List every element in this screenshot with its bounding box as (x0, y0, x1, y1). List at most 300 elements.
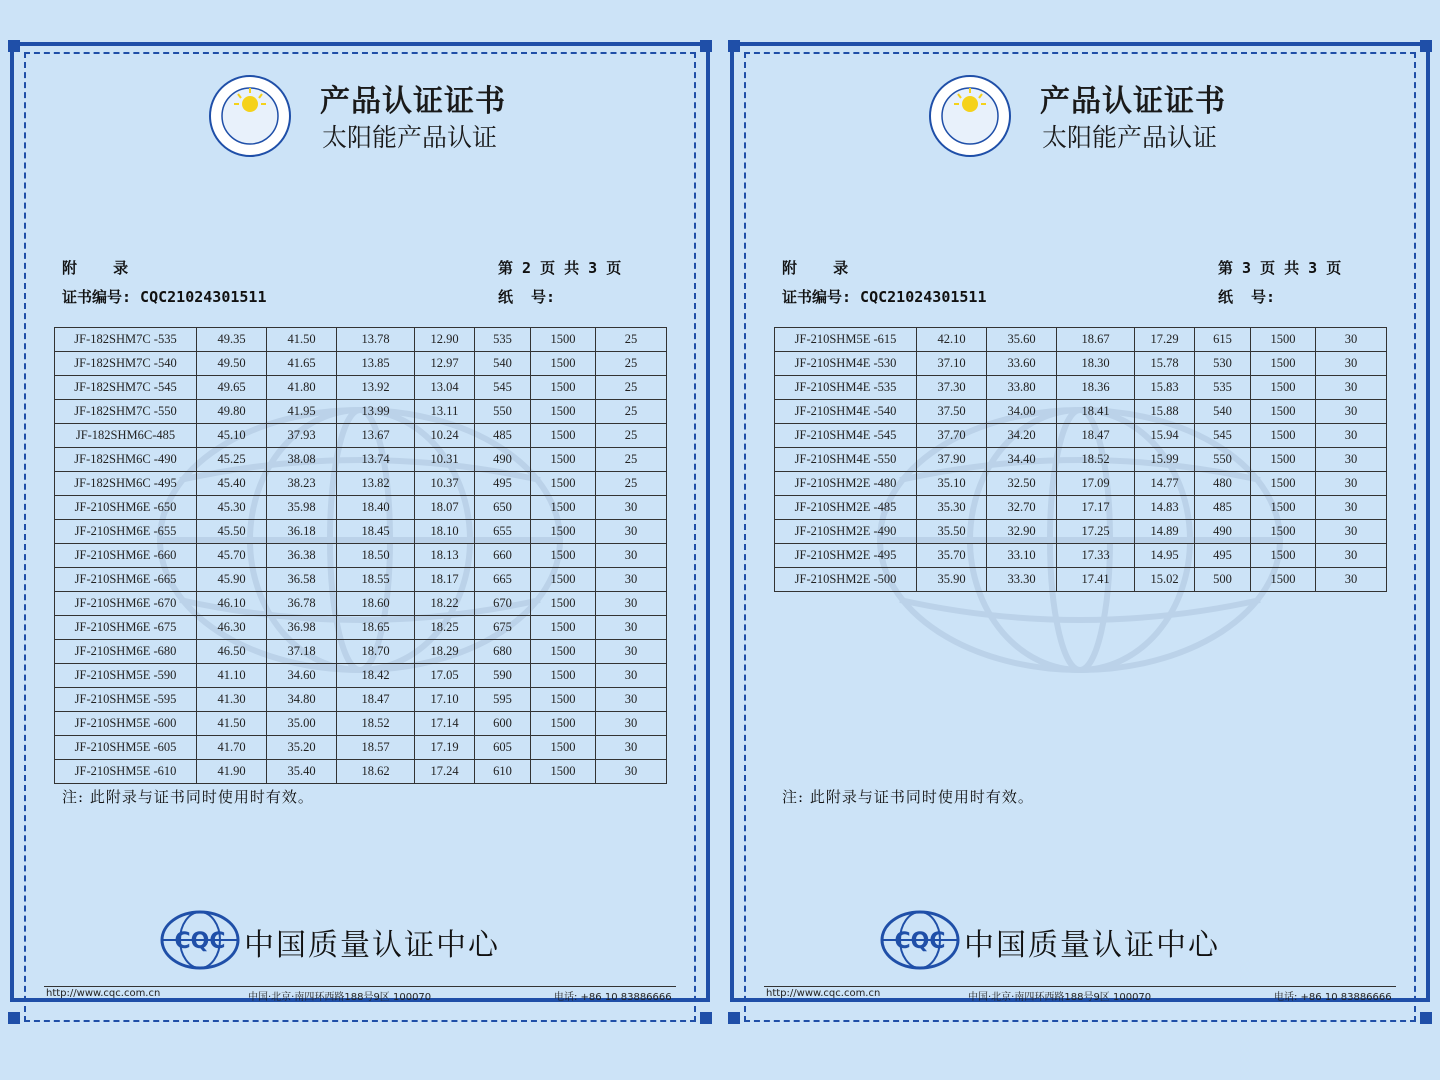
table-cell: JF-182SHM7C -545 (55, 376, 197, 400)
table-row (775, 544, 1387, 568)
footer-address: 中国·北京·南四环西路188号9区 100070 (968, 992, 1152, 1003)
organization-name: 中国质量认证中心 (244, 928, 500, 963)
table-cell: 41.80 (267, 376, 337, 400)
footer-address: 中国·北京·南四环西路188号9区 100070 (248, 992, 432, 1003)
table-cell: JF-182SHM7C -535 (55, 328, 197, 352)
table-cell: 1500 (531, 496, 596, 520)
table-cell: 18.52 (1057, 448, 1135, 472)
table-cell: 14.83 (1135, 496, 1195, 520)
table-cell: 30 (1316, 376, 1387, 400)
table-cell: 35.30 (917, 496, 987, 520)
corner-ornament (728, 1012, 740, 1024)
table-cell: 1500 (1251, 424, 1316, 448)
table-cell: JF-210SHM4E -535 (775, 376, 917, 400)
corner-ornament (728, 40, 740, 52)
table-cell: 49.35 (197, 328, 267, 352)
footer-divider (764, 986, 1396, 987)
table-cell: 15.94 (1135, 424, 1195, 448)
table-cell: 650 (475, 496, 531, 520)
table-cell: 1500 (1251, 520, 1316, 544)
certificate-page-3 (720, 0, 1440, 1080)
table-cell: 36.78 (267, 592, 337, 616)
table-cell: 17.19 (415, 736, 475, 760)
table-cell: 45.10 (197, 424, 267, 448)
table-cell: 530 (1195, 352, 1251, 376)
table-cell: 17.17 (1057, 496, 1135, 520)
table-cell: 25 (596, 328, 667, 352)
table-row (775, 424, 1387, 448)
table-row (55, 424, 667, 448)
organization-name: 中国质量认证中心 (964, 928, 1220, 963)
table-cell: 45.30 (197, 496, 267, 520)
table-row (55, 688, 667, 712)
table-cell: JF-210SHM2E -500 (775, 568, 917, 592)
table-cell: 17.25 (1057, 520, 1135, 544)
corner-ornament (700, 1012, 712, 1024)
table-cell: 17.09 (1057, 472, 1135, 496)
table-cell: 590 (475, 664, 531, 688)
table-cell: 10.31 (415, 448, 475, 472)
table-cell: 37.50 (917, 400, 987, 424)
table-cell: 30 (1316, 352, 1387, 376)
table-row (55, 544, 667, 568)
table-cell: 35.60 (987, 328, 1057, 352)
certificate-number: 证书编号: CQC21024301511 (62, 288, 267, 306)
table-cell: 30 (1316, 400, 1387, 424)
table-cell: 17.29 (1135, 328, 1195, 352)
table-cell: 18.17 (415, 568, 475, 592)
table-row (55, 760, 667, 784)
table-cell: JF-210SHM5E -605 (55, 736, 197, 760)
table-cell: 34.20 (987, 424, 1057, 448)
cqc-globe-logo-icon (880, 910, 960, 970)
appendix-label: 附 录 (62, 259, 129, 277)
table-cell: 17.41 (1057, 568, 1135, 592)
table-cell: 1500 (1251, 400, 1316, 424)
footer-divider (44, 986, 676, 987)
table-row (55, 448, 667, 472)
footer-url[interactable]: http://www.cqc.com.cn (766, 988, 881, 999)
table-cell: 550 (1195, 448, 1251, 472)
table-cell: 36.58 (267, 568, 337, 592)
model-parameters-table (774, 327, 1387, 592)
table-cell: JF-210SHM5E -610 (55, 760, 197, 784)
appendix-label: 附 录 (782, 259, 849, 277)
table-cell: 41.50 (197, 712, 267, 736)
table-cell: 30 (1316, 496, 1387, 520)
table-cell: 13.82 (337, 472, 415, 496)
table-cell: 13.67 (337, 424, 415, 448)
table-cell: 35.50 (917, 520, 987, 544)
validity-note: 注: 此附录与证书同时使用时有效。 (782, 788, 1034, 806)
table-cell: 13.99 (337, 400, 415, 424)
table-cell: 32.90 (987, 520, 1057, 544)
table-cell: 17.33 (1057, 544, 1135, 568)
table-row (55, 520, 667, 544)
table-cell: 10.24 (415, 424, 475, 448)
table-cell: 38.23 (267, 472, 337, 496)
table-cell: 18.42 (337, 664, 415, 688)
table-cell: 46.50 (197, 640, 267, 664)
certificate-subtitle: 太阳能产品认证 (322, 123, 498, 152)
table-cell: JF-210SHM6E -650 (55, 496, 197, 520)
table-cell: 36.38 (267, 544, 337, 568)
table-cell: 30 (1316, 520, 1387, 544)
table-cell: 490 (1195, 520, 1251, 544)
paper-number: 纸 号: (498, 288, 556, 306)
table-cell: 30 (596, 520, 667, 544)
table-cell: 35.20 (267, 736, 337, 760)
table-cell: 18.29 (415, 640, 475, 664)
table-cell: 18.40 (337, 496, 415, 520)
table-cell: JF-210SHM2E -485 (775, 496, 917, 520)
table-cell: 30 (596, 640, 667, 664)
table-cell: 675 (475, 616, 531, 640)
table-cell: 1500 (531, 352, 596, 376)
table-cell: 41.10 (197, 664, 267, 688)
table-cell: 18.62 (337, 760, 415, 784)
certificate-number: 证书编号: CQC21024301511 (782, 288, 987, 306)
table-row (775, 376, 1387, 400)
table-cell: 480 (1195, 472, 1251, 496)
table-cell: 32.70 (987, 496, 1057, 520)
table-cell: 17.14 (415, 712, 475, 736)
table-cell: 15.78 (1135, 352, 1195, 376)
svg-text:CQC: CQC (894, 929, 946, 954)
table-cell: JF-210SHM6E -660 (55, 544, 197, 568)
table-row (775, 448, 1387, 472)
validity-note: 注: 此附录与证书同时使用时有效。 (62, 788, 314, 806)
table-cell: 600 (475, 712, 531, 736)
table-cell: 18.10 (415, 520, 475, 544)
table-cell: 660 (475, 544, 531, 568)
corner-ornament (8, 1012, 20, 1024)
table-cell: 41.90 (197, 760, 267, 784)
table-cell: 17.24 (415, 760, 475, 784)
table-cell: 35.90 (917, 568, 987, 592)
table-cell: 32.50 (987, 472, 1057, 496)
table-cell: 37.30 (917, 376, 987, 400)
table-cell: JF-210SHM5E -615 (775, 328, 917, 352)
table-cell: 1500 (1251, 448, 1316, 472)
table-cell: 1500 (531, 712, 596, 736)
table-cell: JF-182SHM6C -495 (55, 472, 197, 496)
table-cell: 535 (475, 328, 531, 352)
certificate-title: 产品认证证书 (1040, 84, 1226, 119)
table-cell: 665 (475, 568, 531, 592)
table-cell: 1500 (531, 664, 596, 688)
table-cell: 35.10 (917, 472, 987, 496)
table-cell: 15.02 (1135, 568, 1195, 592)
table-cell: 35.40 (267, 760, 337, 784)
table-row (55, 616, 667, 640)
table-row (775, 352, 1387, 376)
table-cell: 25 (596, 352, 667, 376)
table-cell: 1500 (531, 520, 596, 544)
table-cell: JF-182SHM7C -550 (55, 400, 197, 424)
table-cell: 37.10 (917, 352, 987, 376)
table-row (55, 352, 667, 376)
table-cell: 30 (596, 688, 667, 712)
table-cell: 41.65 (267, 352, 337, 376)
table-cell: 42.10 (917, 328, 987, 352)
table-cell: 30 (1316, 544, 1387, 568)
table-cell: 33.80 (987, 376, 1057, 400)
table-cell: 1500 (531, 760, 596, 784)
table-cell: 36.98 (267, 616, 337, 640)
table-cell: 25 (596, 400, 667, 424)
table-cell: JF-210SHM4E -540 (775, 400, 917, 424)
table-cell: 680 (475, 640, 531, 664)
table-cell: 17.10 (415, 688, 475, 712)
table-cell: 34.00 (987, 400, 1057, 424)
table-cell: 655 (475, 520, 531, 544)
table-cell: 18.65 (337, 616, 415, 640)
table-cell: 25 (596, 376, 667, 400)
footer-url[interactable]: http://www.cqc.com.cn (46, 988, 161, 999)
table-cell: 15.88 (1135, 400, 1195, 424)
table-cell: 535 (1195, 376, 1251, 400)
table-cell: JF-210SHM6E -675 (55, 616, 197, 640)
table-cell: 18.60 (337, 592, 415, 616)
table-cell: 37.90 (917, 448, 987, 472)
table-cell: 13.85 (337, 352, 415, 376)
table-cell: 41.70 (197, 736, 267, 760)
table-row (55, 376, 667, 400)
table-cell: 30 (596, 616, 667, 640)
table-cell: 30 (596, 736, 667, 760)
table-cell: JF-210SHM4E -530 (775, 352, 917, 376)
table-cell: 41.30 (197, 688, 267, 712)
table-cell: 545 (1195, 424, 1251, 448)
table-cell: 1500 (531, 544, 596, 568)
table-cell: 1500 (1251, 328, 1316, 352)
table-cell: 34.40 (987, 448, 1057, 472)
table-cell: 1500 (531, 616, 596, 640)
corner-ornament (1420, 40, 1432, 52)
table-cell: 1500 (1251, 472, 1316, 496)
table-cell: 30 (1316, 472, 1387, 496)
table-cell: 595 (475, 688, 531, 712)
table-cell: 1500 (1251, 352, 1316, 376)
table-row (775, 472, 1387, 496)
table-cell: 30 (596, 664, 667, 688)
table-cell: 30 (1316, 448, 1387, 472)
table-cell: 12.97 (415, 352, 475, 376)
table-cell: 1500 (531, 736, 596, 760)
table-cell: 490 (475, 448, 531, 472)
table-cell: 13.74 (337, 448, 415, 472)
table-cell: 18.47 (337, 688, 415, 712)
table-cell: 46.10 (197, 592, 267, 616)
table-cell: JF-210SHM6E -670 (55, 592, 197, 616)
table-cell: 18.47 (1057, 424, 1135, 448)
table-cell: 1500 (531, 592, 596, 616)
table-cell: JF-210SHM2E -495 (775, 544, 917, 568)
table-cell: 1500 (1251, 544, 1316, 568)
table-cell: 495 (1195, 544, 1251, 568)
table-cell: 34.60 (267, 664, 337, 688)
table-cell: 1500 (531, 640, 596, 664)
table-cell: 30 (596, 592, 667, 616)
table-cell: 14.95 (1135, 544, 1195, 568)
table-cell: 18.70 (337, 640, 415, 664)
table-cell: 18.52 (337, 712, 415, 736)
footer-phone: 电话: +86 10 83886666 (554, 992, 672, 1003)
table-cell: 25 (596, 448, 667, 472)
table-cell: 10.37 (415, 472, 475, 496)
table-cell: JF-210SHM6E -665 (55, 568, 197, 592)
table-cell: 18.36 (1057, 376, 1135, 400)
certificate-title: 产品认证证书 (320, 84, 506, 119)
cqc-solar-logo-icon (928, 74, 1012, 158)
table-cell: JF-210SHM5E -590 (55, 664, 197, 688)
table-cell: 13.92 (337, 376, 415, 400)
table-row (55, 592, 667, 616)
table-cell: 12.90 (415, 328, 475, 352)
table-cell: 49.50 (197, 352, 267, 376)
table-cell: JF-182SHM6C-485 (55, 424, 197, 448)
table-cell: 45.40 (197, 472, 267, 496)
table-cell: JF-210SHM5E -595 (55, 688, 197, 712)
table-cell: 1500 (1251, 568, 1316, 592)
table-cell: 18.13 (415, 544, 475, 568)
table-cell: 545 (475, 376, 531, 400)
table-cell: 18.45 (337, 520, 415, 544)
table-cell: 17.05 (415, 664, 475, 688)
page-info: 第 2 页 共 3 页 (498, 259, 622, 277)
table-cell: 14.89 (1135, 520, 1195, 544)
table-cell: 45.50 (197, 520, 267, 544)
table-cell: 1500 (531, 568, 596, 592)
table-cell: 540 (1195, 400, 1251, 424)
table-cell: 1500 (1251, 496, 1316, 520)
table-cell: 25 (596, 472, 667, 496)
table-cell: 670 (475, 592, 531, 616)
table-cell: 49.65 (197, 376, 267, 400)
table-cell: 1500 (531, 688, 596, 712)
table-cell: 1500 (531, 328, 596, 352)
table-cell: JF-210SHM2E -490 (775, 520, 917, 544)
table-row (775, 568, 1387, 592)
table-row (55, 400, 667, 424)
table-cell: 18.22 (415, 592, 475, 616)
footer-phone: 电话: +86 10 83886666 (1274, 992, 1392, 1003)
table-cell: 30 (596, 760, 667, 784)
table-cell: 500 (1195, 568, 1251, 592)
table-cell: 605 (475, 736, 531, 760)
table-cell: 30 (1316, 328, 1387, 352)
table-cell: 45.70 (197, 544, 267, 568)
table-cell: 1500 (531, 400, 596, 424)
table-cell: 35.98 (267, 496, 337, 520)
table-cell: 18.07 (415, 496, 475, 520)
table-cell: 1500 (1251, 376, 1316, 400)
table-cell: 34.80 (267, 688, 337, 712)
table-cell: 18.25 (415, 616, 475, 640)
table-cell: JF-210SHM2E -480 (775, 472, 917, 496)
table-cell: JF-182SHM6C -490 (55, 448, 197, 472)
corner-ornament (8, 40, 20, 52)
table-cell: 46.30 (197, 616, 267, 640)
cqc-globe-logo-icon (160, 910, 240, 970)
table-cell: 30 (1316, 568, 1387, 592)
table-cell: 15.83 (1135, 376, 1195, 400)
table-cell: 13.78 (337, 328, 415, 352)
table-cell: 45.25 (197, 448, 267, 472)
table-row (55, 568, 667, 592)
table-row (775, 496, 1387, 520)
table-cell: 18.41 (1057, 400, 1135, 424)
table-cell: 615 (1195, 328, 1251, 352)
table-cell: 25 (596, 424, 667, 448)
table-cell: JF-182SHM7C -540 (55, 352, 197, 376)
table-cell: 30 (596, 544, 667, 568)
table-cell: 1500 (531, 448, 596, 472)
table-row (775, 400, 1387, 424)
table-cell: 38.08 (267, 448, 337, 472)
table-cell: 18.57 (337, 736, 415, 760)
table-cell: 35.00 (267, 712, 337, 736)
table-cell: 33.10 (987, 544, 1057, 568)
table-cell: 485 (475, 424, 531, 448)
table-cell: 30 (596, 568, 667, 592)
table-cell: 485 (1195, 496, 1251, 520)
table-cell: 13.11 (415, 400, 475, 424)
table-cell: 550 (475, 400, 531, 424)
table-cell: 37.18 (267, 640, 337, 664)
table-row (55, 496, 667, 520)
table-cell: 18.55 (337, 568, 415, 592)
certificate-subtitle: 太阳能产品认证 (1042, 123, 1218, 152)
table-cell: 35.70 (917, 544, 987, 568)
table-cell: 14.77 (1135, 472, 1195, 496)
table-cell: 13.04 (415, 376, 475, 400)
table-row (775, 328, 1387, 352)
corner-ornament (700, 40, 712, 52)
table-cell: 610 (475, 760, 531, 784)
table-row (55, 328, 667, 352)
table-cell: 18.50 (337, 544, 415, 568)
table-cell: 495 (475, 472, 531, 496)
table-cell: 41.95 (267, 400, 337, 424)
table-cell: JF-210SHM6E -680 (55, 640, 197, 664)
table-cell: 33.30 (987, 568, 1057, 592)
table-cell: 33.60 (987, 352, 1057, 376)
table-cell: 30 (1316, 424, 1387, 448)
model-parameters-table (54, 327, 667, 784)
table-cell: 18.67 (1057, 328, 1135, 352)
table-cell: JF-210SHM5E -600 (55, 712, 197, 736)
table-cell: 49.80 (197, 400, 267, 424)
table-cell: JF-210SHM4E -545 (775, 424, 917, 448)
table-cell: 1500 (531, 424, 596, 448)
table-cell: 18.30 (1057, 352, 1135, 376)
table-cell: 15.99 (1135, 448, 1195, 472)
table-row (55, 736, 667, 760)
table-cell: 41.50 (267, 328, 337, 352)
table-cell: 45.90 (197, 568, 267, 592)
table-cell: 30 (596, 712, 667, 736)
table-cell: JF-210SHM6E -655 (55, 520, 197, 544)
table-row (55, 712, 667, 736)
svg-text:CQC: CQC (174, 929, 226, 954)
table-cell: 1500 (531, 472, 596, 496)
table-row (775, 520, 1387, 544)
paper-number: 纸 号: (1218, 288, 1276, 306)
cqc-solar-logo-icon (208, 74, 292, 158)
table-cell: 37.93 (267, 424, 337, 448)
